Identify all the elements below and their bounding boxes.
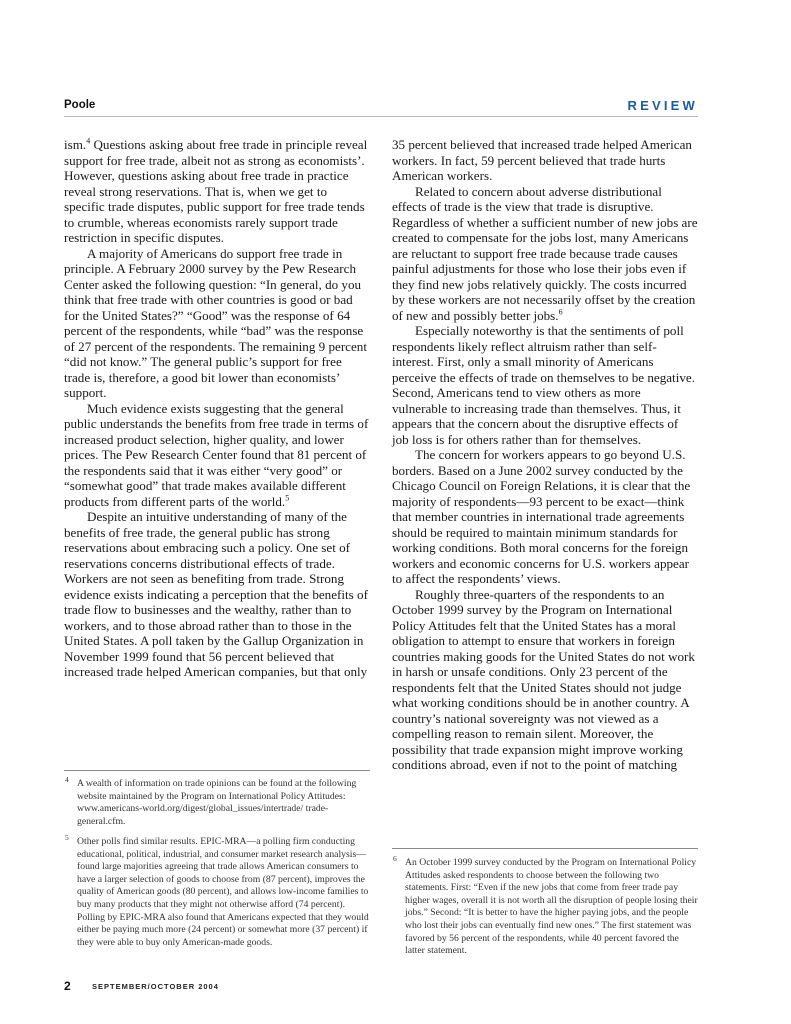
footnote-text: A wealth of information on trade opinions can be found at the following website maintained by the Program on International Policy Attitudes: www.americans-world.org/digest/global_issues/intertrade/ trade-general.cfm. [77,778,357,827]
footnote-ref[interactable]: 6 [558,307,563,317]
issue-date: SEPTEMBER/OCTOBER 2004 [92,982,219,991]
footnote-5 [65,833,373,949]
paragraph: 35 percent believed that increased trade helped American workers. In fact, 59 percent believed that trade hurts American workers. [392,137,692,183]
paragraph-text: Much evidence exists suggesting that the general public understands the benefits from free trade in terms of increased product selection, higher quality, and lower prices. The Pew Research Center found that 81 percent of the respondents said that it was either “very good” or “somewhat good” that trade makes available different products from different parts of the world. [64,400,369,509]
footnote-number: 5 [65,833,69,842]
paragraph-text: Questions asking about free trade in principle reveal support for free trade, albeit not as strong as economists’. However, questions asking about free trade in practice reveal strong reservations. That is, when we get to specific trade disputes, public support for free trade tends to crumble, whereas economists rarely support trade restriction in specific disputes. [64,137,368,245]
paragraph-text: ism. [64,137,87,152]
footnote-text: An October 1999 survey conducted by the Program on International Policy Attitudes asked respondents to choose between the following two statements. First: “Even if the new jobs that come from freer trade pay higher wages, overall it is not worth all the disruption of people losing their jobs.” Second: “It is better to have the higher paying jobs, and the people who lost their jobs can eventually find new ones.” The first statement was favored by 56 percent of the respondents, while 40 percent favored the latter statement. [405,857,698,957]
paragraph: A majority of Americans do support free trade in principle. A February 2000 survey by the Pew Research Center asked the following question: “In general, do you think that free trade with other countries is good or bad for the United States?” “Good” was the response of 64 percent of the respondents, while “bad” was the response of 27 percent of the respondents. The remaining 9 percent “did not know.” The general public’s support for free trade is, therefore, a good bit lower than economists’ support. [64,245,367,400]
footnote-6 [393,854,701,958]
paragraph: Roughly three-quarters of the respondents to an October 1999 survey by the Program on International Policy Attitudes felt that the United States has a moral obligation to attempt to ensure that workers in foreign countries making goods for the United States do not work in harsh or unsafe conditions. Only 23 percent of the respondents felt that the United States should not judge what working conditions should be in another country. A country’s national sovereignty was not viewed as a compelling reason to remain silent. Moreover, the possibility that trade expansion might improve working conditions abroad, even if not to the point of matching [392,586,695,772]
running-head [64,98,698,117]
footnote-4 [65,775,373,828]
paragraph [64,137,370,246]
footnote-number: 6 [393,854,397,863]
footnote-ref[interactable]: 5 [285,493,290,503]
right-column [392,137,698,773]
footnote-number: 4 [65,775,69,784]
journal-title: REVIEW [627,98,698,113]
footnote-text: Other polls find similar results. EPIC-MRA—a polling firm conducting educational, political, industrial, and consumer market research analysis—found large majorities agreeing that trade allows American consumers to have a larger selection of goods to choose from (87 percent), improves the quality of American goods (80 percent), and allows low-income families to buy many products that they might not otherwise afford (74 percent). Polling by EPIC-MRA also found that Americans expected that they would either be paying much more (24 percent) or somewhat more (37 percent) if they were able to buy only American-made goods. [77,836,369,948]
author-name: Poole [64,99,96,111]
paragraph [392,184,698,324]
footnote-divider [64,770,370,771]
paragraph: Especially noteworthy is that the sentiments of poll respondents likely reflect altruism rather than self-interest. First, only a small minority of Americans perceive the effects of trade on themselves to be negative. Second, Americans tend to view others as more vulnerable to increasing trade than themselves. Thus, it appears that the concern about the disruptive effects of job loss is for others rather than for themselves. [392,323,695,447]
paragraph: Despite an intuitive understanding of many of the benefits of free trade, the general public has strong reservations about embracing such a policy. One set of reservations concerns distributional effects of trade. Workers are not seen as benefiting from trade. Strong evidence exists indicating a perception that the benefits of trade flow to businesses and the wealthy, rather than to workers, and to those abroad rather than to those in the United States. A poll taken by the Gallup Organization in November 1999 found that 56 percent believed that increased trade helped American companies, but that only [64,509,368,679]
left-column [64,137,370,680]
paragraph: The concern for workers appears to go beyond U.S. borders. Based on a June 2002 survey conducted by the Chicago Council on Foreign Relations, it is clear that the majority of respondents—93 percent to be exact—think that member countries in international trade agreements should be required to maintain minimum standards for working conditions. Both moral concerns for the foreign workers and economic concerns for U.S. workers appear to affect the respondents’ views. [392,447,691,586]
paragraph [64,401,370,510]
footnote-divider [392,848,698,849]
page-number: 2 [64,979,71,993]
footnote-ref[interactable]: 4 [86,136,91,146]
paragraph-text: Related to concern about adverse distributional effects of trade is the view that trade is disruptive. Regardless of whether a sufficient number of new jobs are created to compensate for the jobs lost, many Americans are reluctant to support free trade because trade causes painful adjustments for those who lose their jobs even if they find new jobs relatively quickly. The costs incurred by these workers are not necessarily offset by the creation of new and possibly better jobs. [392,183,698,323]
